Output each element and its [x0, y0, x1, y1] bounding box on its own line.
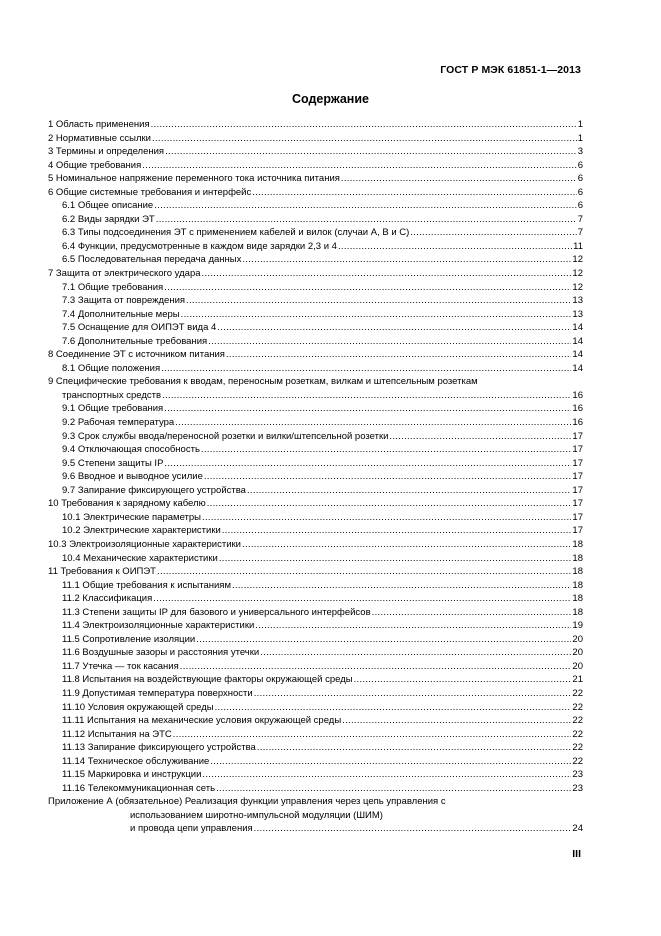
toc-entry-page: 22 [572, 728, 583, 740]
toc-entry-page: 7 [577, 213, 583, 225]
dot-leader [202, 768, 571, 782]
toc-entry-page: 14 [572, 349, 583, 361]
toc-entry[interactable] [48, 294, 583, 308]
toc-entry[interactable] [48, 348, 583, 362]
toc-entry-label: 11.12 Испытания на ЭТС [62, 728, 172, 740]
toc-entry-page: 22 [572, 701, 583, 713]
toc-entry-label: 9.1 Общие требования [62, 403, 164, 415]
toc-entry[interactable] [48, 646, 583, 660]
toc-entry[interactable] [48, 484, 583, 498]
toc-entry[interactable] [48, 768, 583, 782]
toc-entry[interactable] [48, 524, 583, 538]
toc-entry-label: 2 Нормативные ссылки [48, 132, 151, 144]
dot-leader [372, 606, 572, 620]
toc-entry[interactable] [48, 145, 583, 159]
toc-entry-label: 7.3 Защита от повреждения [62, 295, 186, 307]
toc-entry-label: 11.14 Техническое обслуживание [62, 755, 210, 767]
dot-leader [252, 186, 576, 200]
toc-entry[interactable] [48, 430, 583, 444]
dot-leader [410, 226, 576, 240]
toc-entry-label: 6.5 Последовательная передача данных [62, 254, 242, 266]
dot-leader [208, 335, 571, 349]
toc-entry[interactable] [48, 159, 583, 173]
toc-entry-label: 11.11 Испытания на механические условия окружающей среды [62, 715, 342, 727]
dot-leader [175, 416, 571, 430]
toc-entry-page: 23 [572, 782, 583, 794]
dot-leader [180, 660, 572, 674]
toc-entry[interactable] [48, 538, 583, 552]
toc-entry-page: 22 [572, 742, 583, 754]
toc-entry-page: 20 [572, 660, 583, 672]
toc-entry-page: 19 [572, 620, 583, 632]
toc-entry-page: 7 [577, 227, 583, 239]
toc-entry-page: 18 [572, 552, 583, 564]
toc-entry[interactable] [48, 782, 583, 796]
toc-entry[interactable] [48, 362, 583, 376]
toc-entry-page: 17 [572, 525, 583, 537]
toc-entry[interactable] [48, 281, 583, 295]
toc-entry[interactable] [48, 389, 583, 403]
dot-leader [216, 782, 571, 796]
toc-entry-page: 22 [572, 687, 583, 699]
dot-leader [247, 484, 571, 498]
appendix-line-2 [48, 809, 583, 823]
appendix-line-1 [48, 795, 583, 809]
toc-entry-label: 8.1 Общие положения [62, 362, 161, 374]
toc-entry-page: 14 [572, 335, 583, 347]
toc-entry-label: 7.1 Общие требования [62, 281, 164, 293]
toc-entry-label: 10 Требования к зарядному кабелю [48, 498, 206, 510]
toc-entry-page: 6 [577, 173, 583, 185]
toc-entry-label: 7 Защита от электрического удара [48, 268, 201, 280]
dot-leader [202, 511, 571, 525]
toc-entry-page: 13 [572, 295, 583, 307]
dot-leader [173, 728, 572, 742]
dot-leader [152, 132, 577, 146]
dot-leader [222, 524, 572, 538]
toc-entry[interactable] [48, 267, 583, 281]
toc-entry[interactable] [48, 755, 583, 769]
toc-entry-page: 17 [572, 498, 583, 510]
toc-entry[interactable] [48, 592, 583, 606]
toc-entry-label: 11.16 Телекоммуникационная сеть [62, 782, 216, 794]
toc-entry-label: 6.1 Общее описание [62, 200, 154, 212]
dot-leader [389, 430, 571, 444]
toc-entry-page: 20 [572, 633, 583, 645]
toc-entry-label: 11.2 Классификация [62, 593, 153, 605]
toc-entry-label: 6.3 Типы подсоединения ЭТ с применением кабелей и вилок (случаи A, B и C) [62, 227, 410, 239]
dot-leader [153, 592, 571, 606]
toc-entry[interactable] [48, 172, 583, 186]
dot-leader [186, 294, 571, 308]
toc-entry-page: 22 [572, 715, 583, 727]
toc-entry[interactable] [48, 552, 583, 566]
appendix-subtitle-end: и провода цепи управления [130, 823, 253, 835]
dot-leader [154, 199, 577, 213]
dot-leader [255, 619, 571, 633]
dot-leader [257, 741, 572, 755]
toc-entry[interactable] [48, 728, 583, 742]
dot-leader [232, 579, 571, 593]
toc-rows [48, 118, 583, 795]
dot-leader [162, 389, 571, 403]
dot-leader [164, 402, 571, 416]
toc-entry[interactable] [48, 619, 583, 633]
appendix-line-3 [48, 822, 583, 836]
toc-entry[interactable] [48, 606, 583, 620]
toc-entry-page: 6 [577, 186, 583, 198]
toc-entry[interactable] [48, 253, 583, 267]
toc-entry-label: 9.2 Рабочая температура [62, 417, 175, 429]
dot-leader [338, 240, 572, 254]
toc-entry[interactable] [48, 118, 583, 132]
toc-entry-label: 7.6 Дополнительные требования [62, 335, 208, 347]
toc-entry-page: 17 [572, 457, 583, 469]
toc-entry-page: 17 [572, 484, 583, 496]
toc-entry[interactable] [48, 633, 583, 647]
dot-leader [210, 755, 571, 769]
toc-entry-page: 17 [572, 444, 583, 456]
toc-entry-label: 6.4 Функции, предусмотренные в каждом виде зарядки 2,3 и 4 [62, 240, 337, 252]
toc-entry-label: 9.6 Вводное и выводное усилие [62, 471, 203, 483]
toc-entry-page: 11 [573, 240, 583, 252]
toc-entry[interactable] [48, 199, 583, 213]
toc-entry-label: 11.13 Запирание фиксирующего устройства [62, 742, 256, 754]
dot-leader [165, 145, 577, 159]
toc-entry-label: 11 Требования к ОИПЭТ [48, 566, 156, 578]
toc-entry-label: 3 Термины и определения [48, 146, 165, 158]
dot-leader [226, 348, 571, 362]
toc-entry-page: 16 [572, 389, 583, 401]
document-header: ГОСТ Р МЭК 61851-1—2013 [440, 64, 581, 76]
toc-entry-page: 14 [572, 362, 583, 374]
toc-entry-page: 22 [572, 755, 583, 767]
dot-leader [164, 281, 571, 295]
dot-leader [142, 159, 576, 173]
toc-entry[interactable] [48, 226, 583, 240]
toc-entry-label: 8 Соединение ЭТ с источником питания [48, 349, 225, 361]
dot-leader [242, 538, 571, 552]
toc-entry-label: 9.5 Степени защиты IP [62, 457, 164, 469]
page-number-roman: III [572, 848, 581, 860]
dot-leader [201, 443, 572, 457]
toc-entry-page: 18 [572, 593, 583, 605]
toc-entry[interactable] [48, 497, 583, 511]
dot-leader [181, 308, 572, 322]
toc-entry[interactable] [48, 186, 583, 200]
toc-entry-label: 7.4 Дополнительные меры [62, 308, 180, 320]
dot-leader [215, 701, 572, 715]
toc-entry[interactable] [48, 132, 583, 146]
dot-leader [254, 822, 572, 836]
toc-entry[interactable] [48, 416, 583, 430]
dot-leader [260, 646, 571, 660]
toc-entry-label: 11.15 Маркировка и инструкции [62, 769, 202, 781]
dot-leader [157, 565, 571, 579]
toc-entry[interactable] [48, 714, 583, 728]
toc-entry-label: 6 Общие системные требования и интерфейс [48, 186, 252, 198]
table-of-contents [48, 118, 583, 836]
toc-entry-label: 9.3 Срок службы ввода/переносной розетки и вилки/штепсельной розетки [62, 430, 389, 442]
toc-entry[interactable] [48, 673, 583, 687]
toc-entry[interactable] [48, 213, 583, 227]
toc-entry[interactable] [48, 375, 583, 389]
dot-leader [204, 470, 572, 484]
toc-entry-label: 11.4 Электроизоляционные характеристики [62, 620, 255, 632]
toc-entry-page: 1 [577, 132, 583, 144]
toc-entry-page: 18 [572, 579, 583, 591]
toc-entry-label: 11.8 Испытания на воздействующие факторы окружающей среды [62, 674, 353, 686]
toc-entry-label: транспортных средств [62, 389, 162, 401]
toc-entry-label: 10.2 Электрические характеристики [62, 525, 221, 537]
dot-leader [151, 118, 577, 132]
toc-entry-page: 18 [572, 606, 583, 618]
dot-leader [342, 714, 571, 728]
dot-leader [354, 673, 572, 687]
toc-entry[interactable] [48, 660, 583, 674]
toc-entry-page: 16 [572, 403, 583, 415]
toc-entry-page: 12 [572, 268, 583, 280]
toc-entry-page: 23 [572, 769, 583, 781]
toc-entry[interactable] [48, 457, 583, 471]
toc-entry-label: 4 Общие требования [48, 159, 142, 171]
toc-entry-page: 18 [572, 566, 583, 578]
toc-entry-page: 21 [572, 674, 583, 686]
toc-entry-page: 17 [572, 471, 583, 483]
appendix-entry[interactable] [48, 795, 583, 836]
toc-entry-label: 11.7 Утечка — ток касания [62, 660, 179, 672]
toc-entry-label: 1 Область применения [48, 119, 150, 130]
toc-entry-label: 5 Номинальное напряжение переменного тока источника питания [48, 173, 340, 185]
toc-entry-label: 11.10 Условия окружающей среды [62, 701, 214, 713]
toc-entry-page: 14 [572, 322, 583, 334]
dot-leader [156, 213, 577, 227]
page-title: Содержание [291, 92, 369, 106]
toc-entry[interactable] [48, 701, 583, 715]
toc-entry[interactable] [48, 565, 583, 579]
toc-entry-page: 16 [572, 417, 583, 429]
dot-leader [164, 457, 571, 471]
toc-entry-label: 9.7 Запирание фиксирующего устройства [62, 484, 246, 496]
toc-entry-label: 11.9 Допустимая температура поверхности [62, 687, 253, 699]
toc-entry-label: 9 Специфические требования к вводам, переносным розеткам, вилкам и штепсельным розеткам [48, 376, 478, 388]
toc-entry-label: 6.2 Виды зарядки ЭТ [62, 213, 155, 225]
toc-entry-label: 10.3 Электроизоляционные характеристики [48, 538, 241, 550]
toc-entry[interactable] [48, 335, 583, 349]
toc-entry-page: 12 [572, 254, 583, 266]
dot-leader [254, 687, 572, 701]
toc-entry-page: 6 [577, 200, 583, 212]
toc-entry-page: 3 [577, 146, 583, 158]
toc-entry-label: 11.3 Степени защиты IP для базового и универсального интерфейсов [62, 606, 371, 618]
toc-entry[interactable] [48, 321, 583, 335]
toc-entry-page: 13 [572, 308, 583, 320]
toc-entry-page: 17 [572, 430, 583, 442]
toc-entry-label: 11.1 Общие требования к испытаниям [62, 579, 231, 591]
dot-leader [217, 321, 571, 335]
toc-entry-label: 10.1 Электрические параметры [62, 511, 201, 523]
toc-entry-page: 1 [577, 119, 583, 130]
appendix-title: Приложение А (обязательное) Реализация функции управления через цепь управления с [48, 796, 446, 808]
dot-leader [161, 362, 571, 376]
toc-entry[interactable] [48, 579, 583, 593]
toc-entry[interactable] [48, 308, 583, 322]
dot-leader [207, 497, 572, 511]
appendix-page-number: 24 [572, 823, 583, 835]
toc-entry[interactable] [48, 470, 583, 484]
toc-entry-label: 9.4 Отключающая способность [62, 444, 200, 456]
toc-entry[interactable] [48, 402, 583, 416]
dot-leader [242, 253, 571, 267]
toc-entry[interactable] [48, 240, 583, 254]
toc-entry-label: 11.6 Воздушные зазоры и расстояния утечки [62, 647, 260, 659]
dot-leader [202, 267, 572, 281]
toc-entry-page: 17 [572, 511, 583, 523]
dot-leader [341, 172, 577, 186]
toc-entry[interactable] [48, 687, 583, 701]
toc-entry[interactable] [48, 741, 583, 755]
dot-leader [219, 552, 572, 566]
toc-entry-label: 7.5 Оснащение для ОИПЭТ вида 4 [62, 322, 217, 334]
toc-entry-label: 10.4 Механические характеристики [62, 552, 218, 564]
toc-entry-page: 12 [572, 281, 583, 293]
appendix-subtitle: использованием широтно-импульсной модуляции (ШИМ) [130, 809, 383, 821]
toc-entry-page: 20 [572, 647, 583, 659]
toc-entry[interactable] [48, 511, 583, 525]
toc-entry[interactable] [48, 443, 583, 457]
dot-leader [196, 633, 571, 647]
toc-entry-page: 6 [577, 159, 583, 171]
toc-entry-label: 11.5 Сопротивление изоляции [62, 633, 196, 645]
toc-entry-page: 18 [572, 538, 583, 550]
